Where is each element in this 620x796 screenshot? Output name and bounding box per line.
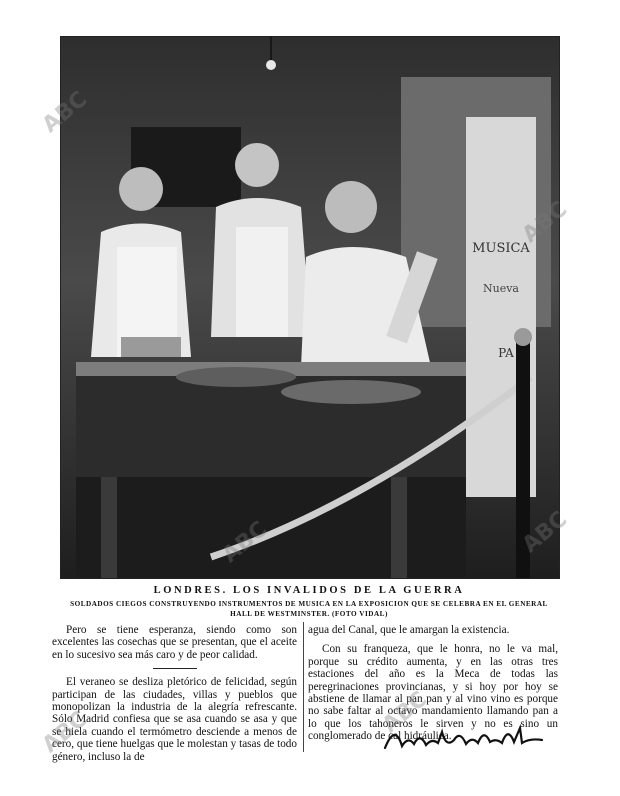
article-paragraph: Con su franqueza, que le honra, no le va mal, porque su crédito aumenta, y en las otras tres estaciones del año es la Meca de todas las peregrinaciones provincianas, y si hoy por hoy se abstiene de llamar al pan pan y al vino vino es porque no sabe faltar al octavo mandamiento llamando pan a lo que los tahoneros le sirven y no es sino un conglomerado de cal hidráulica. bbox=[308, 643, 558, 743]
sign-line-2: Nueva bbox=[483, 282, 519, 295]
watermark: ABC bbox=[37, 86, 93, 139]
caption-subtitle: SOLDADOS CIEGOS CONSTRUYENDO INSTRUMENTOS DE MUSICA EN LA EXPOSICION QUE SE CELEBRA EN EL GENERAL HALL DE WESTMINSTER. (FOTO VIDAL) bbox=[70, 600, 548, 618]
watermark: ABC bbox=[517, 506, 573, 559]
article-paragraph: Pero se tiene esperanza, siendo como son excelentes las cosechas que se presentan, que el aceite en lo sucesivo sea más caro y de peor calidad. bbox=[52, 624, 297, 661]
photo-illustration bbox=[61, 37, 559, 578]
author-signature bbox=[380, 718, 550, 758]
watermark: ABC bbox=[37, 706, 93, 759]
article-paragraph: agua del Canal, que le amargan la existencia. bbox=[308, 624, 510, 636]
photograph bbox=[60, 36, 560, 579]
sign-line-1: MUSICA bbox=[472, 241, 530, 256]
article-paragraph: El veraneo se desliza pletórico de felicidad, según participan de las ciudades, villas y pueblos que monopolizan la industria de la alegría refrescante. Sólo Madrid confiesa que se asa cuando se asa y que se hiela cuando el termómetro desciende a menos de cero, que tiene huelgas que le molestan y tasas de todo género, incluso la de bbox=[52, 676, 297, 763]
caption-title: LONDRES. LOS INVALIDOS DE LA GUERRA bbox=[153, 585, 465, 596]
watermark: ABC bbox=[517, 196, 573, 249]
article-left-column bbox=[52, 624, 297, 770]
watermark: ABC bbox=[217, 516, 273, 569]
section-divider bbox=[153, 668, 197, 669]
column-divider bbox=[303, 622, 304, 752]
sign-line-3: PA bbox=[498, 346, 514, 360]
watermark: ABC bbox=[377, 686, 433, 739]
